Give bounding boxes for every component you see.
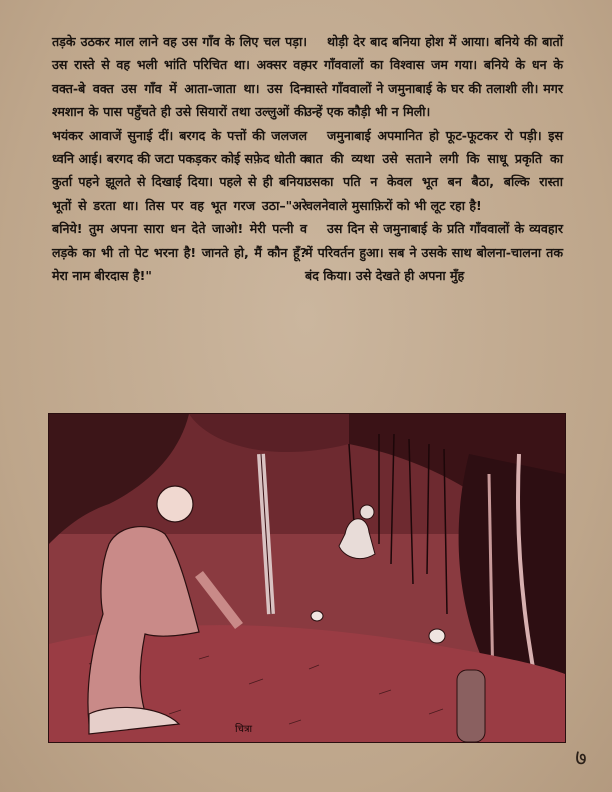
- ghost-scene-drawing: [49, 414, 565, 742]
- story-illustration: [48, 413, 566, 743]
- gravestone: [457, 670, 485, 742]
- left-text-column: [52, 30, 307, 287]
- right-paragraph-2: जमुनाबाई अपमानित हो फूट-फूटकर रो पड़ी। इस बात की व्यथा उसे सताने लगी कि साधू प्रकृति का उसका पति न केवल भूत बन बैठा, बल्कि रास्ता चलनेवाले मुसाफ़िरों को भी लूट रहा है!: [305, 127, 563, 213]
- page-number: ७: [575, 746, 587, 771]
- right-paragraph-1: थोड़ी देर बाद बनिया होश में आया। बनिये की बातों पर गाँववालों का विश्वास जम गया। बनिये के धन के वास्ते गाँववालों ने जमुनाबाई के घर की तलाशी ली। मगर उन्हें एक कौड़ी भी न मिली।: [305, 34, 563, 120]
- right-paragraph-3: उस दिन से जमुनाबाई के प्रति गाँववालों के व्यवहार में परिवर्तन हुआ। सब ने उसके साथ बोलना-चालना तक बंद किया। उसे देखते ही अपना मुँह: [305, 221, 563, 284]
- illustration-signature: चित्रा: [235, 724, 253, 735]
- right-text-column: [305, 30, 563, 287]
- left-paragraph-1: तड़के उठकर माल लाने वह उस गाँव के लिए चल पड़ा। उस रास्ते से वह भली भांति परिचित था। अक्सर वह वक्त-बे वक्त उस गाँव में आता-जाता था। उस दिन श्मशान के पास पहुँचते ही उसे सियारों तथा उल्लुओं की भयंकर आवाजें सुनाई दीं। बरगद के पत्तों की जलजल ध्वनि आई। बरगद की जटा पकड़कर कोई सफ़ेद धोती व कुर्ता पहने झूलते से दिखाई दिया। पहले से ही बनिया भूतों से डरता था। तिस पर वह भूत गरज उठा–"अरे बनिये! तुम अपना सारा धन देते जाओ! मेरी पत्नी व लड़के का भी तो पेट भरना है! जानते हो, मैं कौन हूँ? मेरा नाम बीरदास है!": [52, 34, 307, 284]
